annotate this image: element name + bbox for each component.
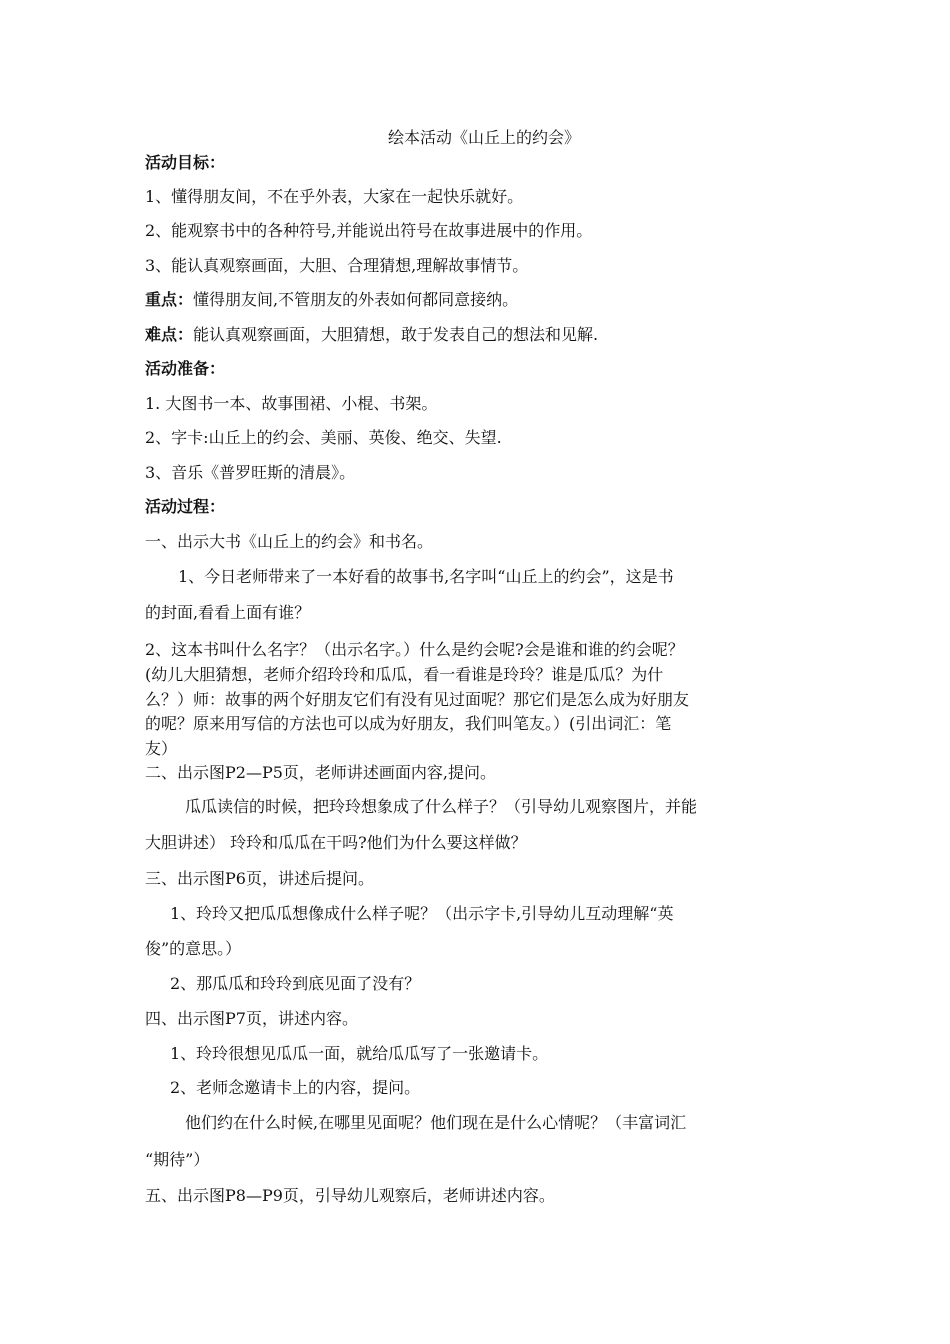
key-point bbox=[145, 290, 518, 310]
key-point-label: 重点： bbox=[145, 290, 194, 309]
page-title: 绘本活动《山丘上的约会》 bbox=[387, 128, 580, 147]
goal-item-1: 1、懂得朋友间，不在乎外表，大家在一起快乐就好。 bbox=[145, 187, 524, 206]
process-line: 么？）师：故事的两个好朋友它们有没有见过面呢？那它们是怎么成为好朋友 bbox=[145, 690, 690, 709]
process-line: 五、出示图P8—P9页，引导幼儿观察后，老师讲述内容。 bbox=[145, 1186, 555, 1205]
goal-item-3: 3、能认真观察画面，大胆、合理猜想,理解故事情节。 bbox=[145, 256, 529, 275]
process-line: 2、这本书叫什么名字？（出示名字。）什么是约会呢?会是谁和谁的约会呢？ bbox=[145, 640, 684, 659]
process-line: 二、出示图P2—P5页，老师讲述画面内容,提问。 bbox=[145, 763, 496, 782]
process-line: 的封面,看看上面有谁？ bbox=[145, 603, 311, 622]
process-line: 俊”的意思。） bbox=[145, 939, 242, 958]
process-line: 他们约在什么时候,在哪里见面呢？他们现在是什么心情呢？（丰富词汇 bbox=[185, 1113, 687, 1132]
process-line: 2、老师念邀请卡上的内容，提问。 bbox=[170, 1078, 421, 1097]
key-point-text: 懂得朋友间,不管朋友的外表如何都同意接纳。 bbox=[193, 290, 519, 309]
preparation-item-1: 1. 大图书一本、故事围裙、小棍、书架。 bbox=[145, 394, 438, 413]
preparation-heading: 活动准备： bbox=[145, 359, 226, 378]
goals-heading: 活动目标： bbox=[145, 153, 226, 172]
process-line: 的呢？原来用写信的方法也可以成为好朋友，我们叫笔友。）(引出词汇：笔 bbox=[145, 714, 672, 733]
process-line: “期待”） bbox=[145, 1150, 210, 1169]
process-line: 1、玲玲很想见瓜瓜一面，就给瓜瓜写了一张邀请卡。 bbox=[170, 1044, 549, 1063]
process-line: 1、今日老师带来了一本好看的故事书,名字叫“山丘上的约会”，这是书 bbox=[178, 567, 674, 586]
difficulty-label: 难点： bbox=[145, 325, 194, 344]
preparation-item-2: 2、字卡:山丘上的约会、美丽、英俊、绝交、失望. bbox=[145, 428, 502, 447]
difficulty-text: 能认真观察画面，大胆猜想，敢于发表自己的想法和见解. bbox=[193, 325, 599, 344]
process-line: 瓜瓜读信的时候，把玲玲想象成了什么样子？（引导幼儿观察图片，并能 bbox=[185, 797, 698, 816]
process-line: 三、出示图P6页，讲述后提问。 bbox=[145, 869, 374, 888]
process-heading: 活动过程： bbox=[145, 497, 226, 516]
process-line: 一、出示大书《山丘上的约会》和书名。 bbox=[145, 532, 434, 551]
process-line: 友） bbox=[145, 739, 178, 758]
process-line: 四、出示图P7页，讲述内容。 bbox=[145, 1009, 358, 1028]
preparation-item-3: 3、音乐《普罗旺斯的清晨》。 bbox=[145, 463, 356, 482]
process-line: 大胆讲述） 玲玲和瓜瓜在干吗?他们为什么要这样做？ bbox=[145, 833, 527, 852]
difficulty bbox=[145, 325, 598, 345]
process-line: (幼儿大胆猜想，老师介绍玲玲和瓜瓜，看一看谁是玲玲？谁是瓜瓜？为什 bbox=[145, 665, 664, 684]
goal-item-2: 2、能观察书中的各种符号,并能说出符号在故事进展中的作用。 bbox=[145, 221, 593, 240]
process-line: 1、玲玲又把瓜瓜想像成什么样子呢？（出示字卡,引导幼儿互动理解“英 bbox=[170, 904, 674, 923]
process-line: 2、那瓜瓜和玲玲到底见面了没有？ bbox=[170, 974, 421, 993]
